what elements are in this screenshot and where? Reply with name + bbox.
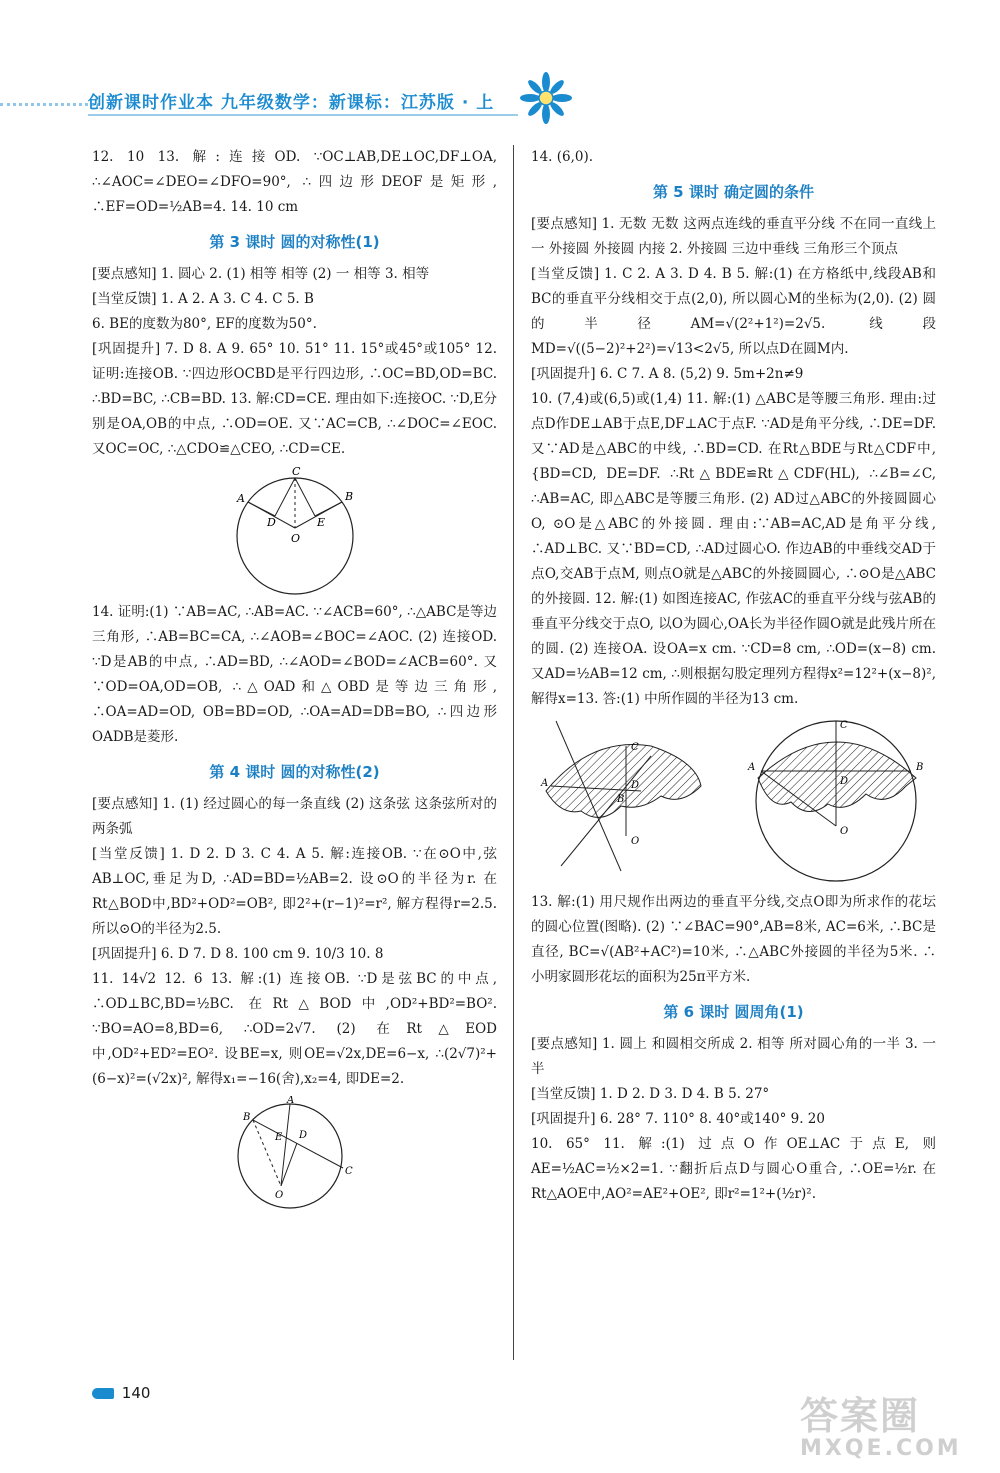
column-divider (513, 145, 514, 1360)
arrow-icon (92, 1388, 114, 1399)
sec4-key-points: [要点感知] 1. (1) 经过圆心的每一条直线 (2) 这条弦 这条弦所对的两条弧 (92, 796, 497, 837)
sec5-key-points: [要点感知] 1. 无数 无数 这两点连线的垂直平分线 不在同一直线上 一 外接圆 外接圆 内接 2. 外接圆 三边中垂线 三角形三个顶点 (531, 216, 936, 257)
fig4-label-d: D (840, 776, 849, 787)
page-header (0, 70, 1000, 140)
answer-12-14: 12. 10 13. 解:连接OD. ∵OC⊥AB,DE⊥OC,DF⊥OA, ∴∠AOC=∠DEO=∠DFO=90°, ∴四边形DEOF是矩形, ∴EF=OD=½AB=4. 14. 10 cm (92, 149, 497, 215)
fig2-label-b: B (242, 1112, 250, 1123)
sec3-answer-14: 14. 证明:(1) ∵AB=AC, ∴AB=AC. ∵∠ACB=60°, ∴△ABC是等边三角形, ∴AB=BC=CA, ∴∠AOB=∠BOC=∠AOC. (2) 连接OD. ∵D是AB的中点, ∴AD=BD, ∴∠AOD=∠BOD=∠ACB=60°. 又∵OD=OA,OD=OB, ∴△OAD和△OBD是等边三角形, ∴OA=AD=OD, OB=BD=OD, ∴OA=AD=DB=BO, ∴四边形OADB是菱形. (92, 604, 497, 745)
fig4-label-a: A (748, 762, 756, 773)
figure-circle-cde (215, 466, 375, 596)
figure-fragment-circle (736, 716, 936, 886)
book-title: 创新课时作业本 九年级数学：新课标：江苏版 · 上 (88, 93, 495, 113)
fig1-label-a: A (236, 492, 245, 505)
fig1-label-b: B (344, 490, 353, 503)
sec4-feedback: [当堂反馈] 1. D 2. D 3. C 4. A 5. 解:连接OB. ∵在⊙O中,弦AB⊥OC,垂足为D, ∴AD=BD=½AB=2. 设⊙O的半径为r. 在Rt△BOD中,BD²+OD²=OB², 即2²+(r−1)²=r², 解方程得r=2.5. 所以⊙O的半径为2.5. (92, 846, 497, 937)
fig2-label-e: E (274, 1132, 282, 1143)
fig3-label-b: B (617, 794, 625, 805)
sec6-answers-10-11: 10. 65° 11. 解:(1) 过点O作OE⊥AC于点E, 则AE=½AC=½×2=1. ∵翻折后点D与圆心O重合, ∴OE=½r. 在Rt△AOE中,AO²=AE²+OE², 即r²=1²+(½r)². (531, 1136, 936, 1202)
left-column (92, 145, 497, 1220)
fig2-label-d: D (298, 1130, 307, 1141)
header-dots (0, 103, 100, 108)
fig3-label-a: A (541, 778, 549, 789)
fig3-label-o: O (631, 836, 640, 847)
sec4-consolidation: [巩固提升] 6. D 7. D 8. 100 cm 9. 10/3 10. 8 (92, 946, 384, 962)
sec6-consolidation: [巩固提升] 6. 28° 7. 110° 8. 40°或140° 9. 20 (531, 1111, 825, 1127)
page-number-text: 140 (121, 1384, 151, 1402)
fig4-label-c: C (840, 720, 848, 731)
sec4-answers-11-13: 11. 14√2 12. 6 13. 解:(1) 连接OB. ∵D是弦BC的中点, ∴OD⊥BC,BD=½BC. 在Rt△BOD中,OD²+BD²=BO². ∵BO=AO=8,BD=6, ∴OD=2√7. (2) 在Rt△EOD中,OD²+ED²=EO². 设BE=x, 则OE=√2x,DE=6−x, ∴(2√7)²+(6−x)²=(√2x)², 解得x₁=−16(舍),x₂=4, 即DE=2. (92, 971, 497, 1087)
figure-pair (531, 716, 936, 886)
sec3-feedback: [当堂反馈] 1. A 2. A 3. C 4. C 5. B (92, 291, 314, 307)
figure-circle-bc (225, 1096, 365, 1216)
fig1-label-o: O (290, 532, 300, 545)
fig1-label-d: D (266, 516, 276, 529)
section-3-title: 第 3 课时 圆的对称性(1) (209, 233, 380, 251)
fig2-label-c: C (344, 1166, 353, 1177)
sec5-answers-10-12: 10. (7,4)或(6,5)或(1,4) 11. 解:(1) △ABC是等腰三角形. 理由:过点D作DE⊥AB于点E,DF⊥AC于点F. ∵AD是角平分线, ∴DE=DF. 又∵AD是△ABC的中线, ∴BD=CD. 在Rt△BDE与Rt△CDF中, {BD=CD, DE=DF. ∴Rt△BDE≌Rt△CDF(HL), ∴∠B=∠C, ∴AB=AC, 即△ABC是等腰三角形. (2) AD过△ABC的外接圆圆心O, ⊙O是△ABC的外接圆. 理由:∵AB=AC,AD是角平分线, ∴AD⊥BC. 又∵BD=CD, ∴AD过圆心O. 作边AB的中垂线交AD于点O,交AB于点M, 则点O就是△ABC的外接圆圆心, ∴⊙O是△ABC的外接圆. 12. 解:(1) 如图连接AC, 作弦AC的垂直平分线与弦AB的垂直平分线交于点O, 以O为圆心,OA长为半径作圆O就是此残片所在的圆. (2) 连接OA. 设OA=x cm. ∵CD=8 cm, ∴OD=(x−8) cm. 又AD=½AB=12 cm, ∴则根据勾股定理列方程得x²=12²+(x−8)², 解得x=13. 答:(1) 中所作圆的半径为13 cm. (531, 391, 936, 707)
fig1-label-e: E (316, 516, 325, 529)
sec6-key-points: [要点感知] 1. 圆上 和圆相交所成 2. 相等 所对圆心角的一半 3. 一半 (531, 1036, 936, 1077)
sec5-consolidation: [巩固提升] 6. C 7. A 8. (5,2) 9. 5m+2n≠9 (531, 366, 804, 382)
watermark-logo: 答案圈 (800, 1394, 921, 1438)
flower-icon (518, 70, 574, 126)
sec6-feedback: [当堂反馈] 1. D 2. D 3. D 4. B 5. 27° (531, 1086, 770, 1102)
figure-fragment-construction (531, 716, 711, 876)
sec3-consolidation: [巩固提升] 7. D 8. A 9. 65° 10. 51° 11. 15°或45°或105° 12. 证明:连接OB. ∵四边形OCBD是平行四边形, ∴OC=BD,OD=BC. ∴BD=BC, ∴CB=BD. 13. 解:CD=CE. 理由如下:连接OC. ∵D,E分别是OA,OB的中点, ∴OD=OE. 又∵AC=CB, ∴∠DOC=∠EOC. 又OC=OC, ∴△CDO≌△CEO, ∴CD=CE. (92, 341, 497, 457)
answer-14-coords: 14. (6,0). (531, 149, 594, 165)
fig1-label-c: C (291, 466, 300, 478)
section-6-title: 第 6 课时 圆周角(1) (663, 1003, 804, 1021)
fig2-label-o: O (274, 1190, 283, 1201)
fig4-label-b: B (916, 762, 924, 773)
watermark-url: MXQE.COM (800, 1436, 962, 1461)
fig3-label-d: D (631, 780, 640, 791)
fig4-label-o: O (840, 826, 849, 837)
section-5-title: 第 5 课时 确定圆的条件 (652, 183, 815, 201)
header-underline (88, 114, 518, 116)
right-column (531, 145, 936, 1207)
watermark (800, 1385, 970, 1465)
fig2-label-a: A (286, 1096, 294, 1106)
section-4-title: 第 4 课时 圆的对称性(2) (209, 763, 380, 781)
sec5-answer-13: 13. 解:(1) 用尺规作出两边的垂直平分线,交点O即为所求作的花坛的圆心位置(图略). (2) ∵∠BAC=90°,AB=8米, AC=6米, ∴BC是直径, BC=√(AB²+AC²)=10米, ∴△ABC外接圆的半径为5米. ∴小明家圆形花坛的面积为25π平方米. (531, 894, 936, 985)
page-number (92, 1384, 150, 1402)
fig3-label-c: C (631, 742, 639, 753)
sec5-feedback: [当堂反馈] 1. C 2. A 3. D 4. B 5. 解:(1) 在方格纸中,线段AB和BC的垂直平分线相交于点(2,0), 所以圆心M的坐标为(2,0). (2) 圆的半径AM=√(2²+1²)=2√5. 线段MD=√((5−2)²+2²)=√13<2√5, 所以点D在圆M内. (531, 266, 936, 357)
sec3-key-points: [要点感知] 1. 圆心 2. (1) 相等 相等 (2) 一 相等 3. 相等 (92, 266, 430, 282)
sec3-answer-6: 6. BE的度数为80°, EF的度数为50°. (92, 316, 317, 332)
